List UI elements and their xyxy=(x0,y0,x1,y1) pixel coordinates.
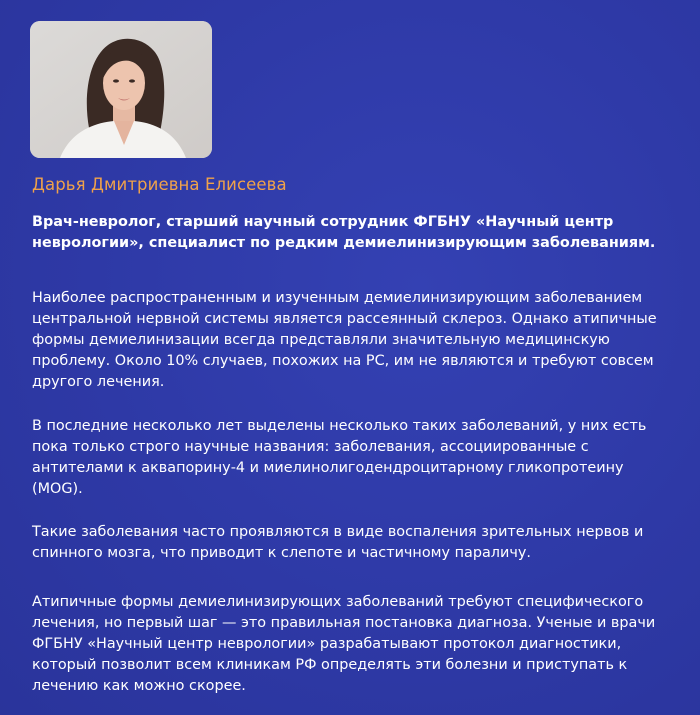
person-name: Дарья Дмитриевна Елисеева xyxy=(32,175,287,194)
paragraph: В последние несколько лет выделены несколько таких заболеваний, у них есть пока только строго научные названия: заболевания, ассоциированные с антителами к аквапорину-4 и миелинолигодендроцитарному гликопротеину (MOG). xyxy=(32,418,647,497)
portrait-photo xyxy=(30,21,212,158)
person-role: Врач-невролог, старший научный сотрудник ФГБНУ «Научный центр неврологии», специалист по редким демиелинизирующим заболеваниям. xyxy=(32,214,656,251)
paragraph: Такие заболевания часто проявляются в виде воспаления зрительных нервов и спинного мозга, что приводит к слепоте и частичному параличу. xyxy=(32,524,644,561)
paragraph: Атипичные формы демиелинизирующих заболеваний требуют специфического лечения, но первый шаг — это правильная постановка диагноза. Ученые и врачи ФГБНУ «Научный центр неврологии» разрабатывают протокол диагностики, который позволит всем клиникам РФ определять эти болезни и приступать к лечению как можно скорее. xyxy=(32,594,656,694)
paragraph: Наиболее распространенным и изученным демиелинизирующим заболеванием центральной нервной системы является рассеянный склероз. Однако атипичные формы демиелинизации всегда представляли значительную медицинскую проблему. Около 10% случаев, похожих на РС, им не являются и требуют совсем другого лечения. xyxy=(32,290,657,390)
